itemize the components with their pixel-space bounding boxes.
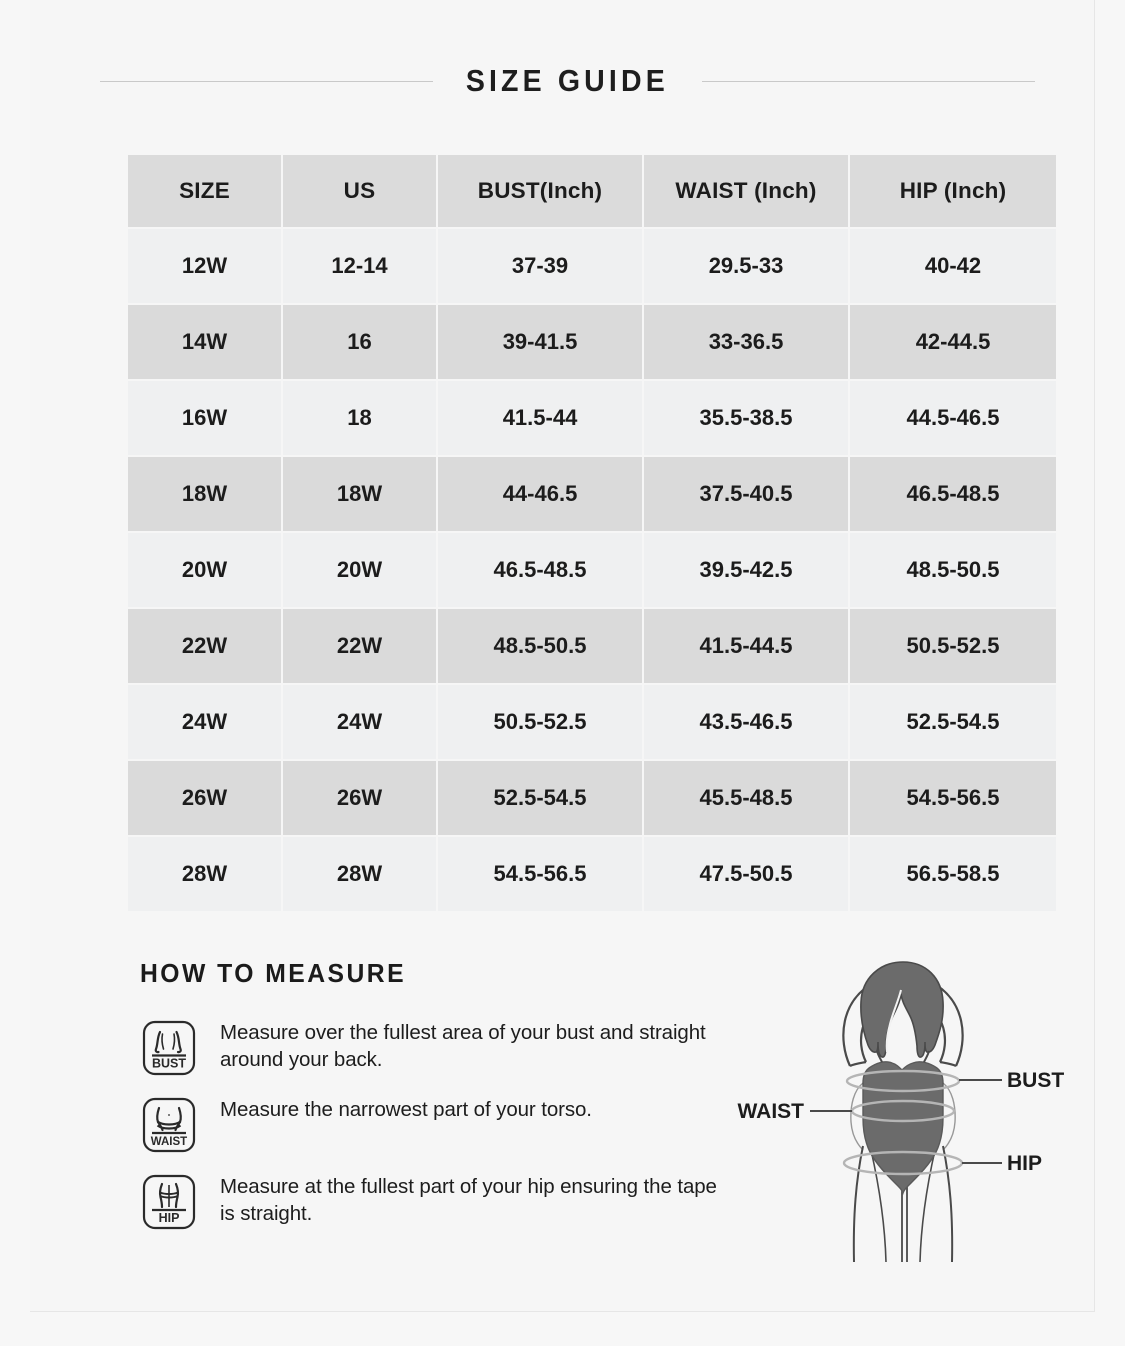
how-to-measure-section xyxy=(140,958,740,1248)
cell-bust: 46.5-48.5 xyxy=(438,533,644,609)
cell-hip: 48.5-50.5 xyxy=(850,533,1056,609)
cell-hip: 42-44.5 xyxy=(850,305,1056,381)
hip-icon xyxy=(140,1173,198,1231)
cell-hip: 46.5-48.5 xyxy=(850,457,1056,533)
table-row xyxy=(128,685,1056,761)
cell-us: 18W xyxy=(283,457,438,533)
measure-item-bust-text: Measure over the fullest area of your bust and straight around your back. xyxy=(220,1021,706,1071)
cell-bust: 44-46.5 xyxy=(438,457,644,533)
cell-size: 22W xyxy=(128,609,283,685)
title-rule-left xyxy=(100,81,433,82)
measure-item-hip-text: Measure at the fullest part of your hip ensuring the tape is straight. xyxy=(220,1175,717,1225)
cell-hip: 44.5-46.5 xyxy=(850,381,1056,457)
svg-text:BUST: BUST xyxy=(151,1056,187,1071)
table-row xyxy=(128,837,1056,911)
cell-us: 16 xyxy=(283,305,438,381)
cell-size: 12W xyxy=(128,229,283,305)
cell-bust: 52.5-54.5 xyxy=(438,761,644,837)
svg-text:HIP: HIP xyxy=(158,1211,180,1225)
column-header-bust: BUST(Inch) xyxy=(438,155,644,229)
table-row xyxy=(128,229,1056,305)
cell-waist: 47.5-50.5 xyxy=(644,837,850,911)
table-row xyxy=(128,609,1056,685)
cell-us: 18 xyxy=(283,381,438,457)
cell-us: 12-14 xyxy=(283,229,438,305)
cell-size: 26W xyxy=(128,761,283,837)
cell-size: 14W xyxy=(128,305,283,381)
cell-us: 20W xyxy=(283,533,438,609)
column-header-size: SIZE xyxy=(128,155,283,229)
measure-item-hip xyxy=(140,1171,740,1231)
cell-bust: 48.5-50.5 xyxy=(438,609,644,685)
cell-size: 20W xyxy=(128,533,283,609)
column-header-us: US xyxy=(283,155,438,229)
size-guide-page xyxy=(30,0,1095,1312)
waist-icon xyxy=(140,1096,198,1154)
cell-bust: 41.5-44 xyxy=(438,381,644,457)
column-header-waist: WAIST (Inch) xyxy=(644,155,850,229)
body-measurement-figure xyxy=(730,950,1075,1270)
cell-us: 24W xyxy=(283,685,438,761)
cell-hip: 52.5-54.5 xyxy=(850,685,1056,761)
measure-item-bust xyxy=(140,1017,740,1077)
cell-us: 28W xyxy=(283,837,438,911)
svg-text:WAIST: WAIST xyxy=(150,1136,188,1148)
table-row xyxy=(128,457,1056,533)
cell-waist: 39.5-42.5 xyxy=(644,533,850,609)
cell-hip: 50.5-52.5 xyxy=(850,609,1056,685)
cell-waist: 41.5-44.5 xyxy=(644,609,850,685)
cell-size: 18W xyxy=(128,457,283,533)
cell-waist: 43.5-46.5 xyxy=(644,685,850,761)
cell-waist: 37.5-40.5 xyxy=(644,457,850,533)
page-title-container xyxy=(100,58,1035,104)
table-row xyxy=(128,533,1056,609)
cell-bust: 50.5-52.5 xyxy=(438,685,644,761)
measure-item-waist xyxy=(140,1094,740,1154)
table-row xyxy=(128,305,1056,381)
table-row xyxy=(128,761,1056,837)
how-to-measure-title: HOW TO MEASURE xyxy=(140,958,407,988)
cell-bust: 37-39 xyxy=(438,229,644,305)
column-header-hip: HIP (Inch) xyxy=(850,155,1056,229)
cell-waist: 29.5-33 xyxy=(644,229,850,305)
cell-hip: 40-42 xyxy=(850,229,1056,305)
cell-hip: 54.5-56.5 xyxy=(850,761,1056,837)
page-title: SIZE GUIDE xyxy=(465,63,670,98)
figure-label-bust: BUST xyxy=(1007,1069,1065,1092)
cell-hip: 56.5-58.5 xyxy=(850,837,1056,911)
cell-waist: 33-36.5 xyxy=(644,305,850,381)
cell-size: 28W xyxy=(128,837,283,911)
cell-bust: 39-41.5 xyxy=(438,305,644,381)
size-chart-table xyxy=(128,155,1056,911)
cell-waist: 45.5-48.5 xyxy=(644,761,850,837)
cell-bust: 54.5-56.5 xyxy=(438,837,644,911)
figure-label-waist: WAIST xyxy=(737,1100,804,1123)
cell-us: 26W xyxy=(283,761,438,837)
figure-label-hip: HIP xyxy=(1007,1152,1043,1175)
table-header-row xyxy=(128,155,1056,229)
measure-item-waist-text: Measure the narrowest part of your torso. xyxy=(220,1098,592,1121)
table-row xyxy=(128,381,1056,457)
cell-us: 22W xyxy=(283,609,438,685)
title-rule-right xyxy=(702,81,1035,82)
cell-waist: 35.5-38.5 xyxy=(644,381,850,457)
bust-icon xyxy=(140,1019,198,1077)
cell-size: 24W xyxy=(128,685,283,761)
cell-size: 16W xyxy=(128,381,283,457)
